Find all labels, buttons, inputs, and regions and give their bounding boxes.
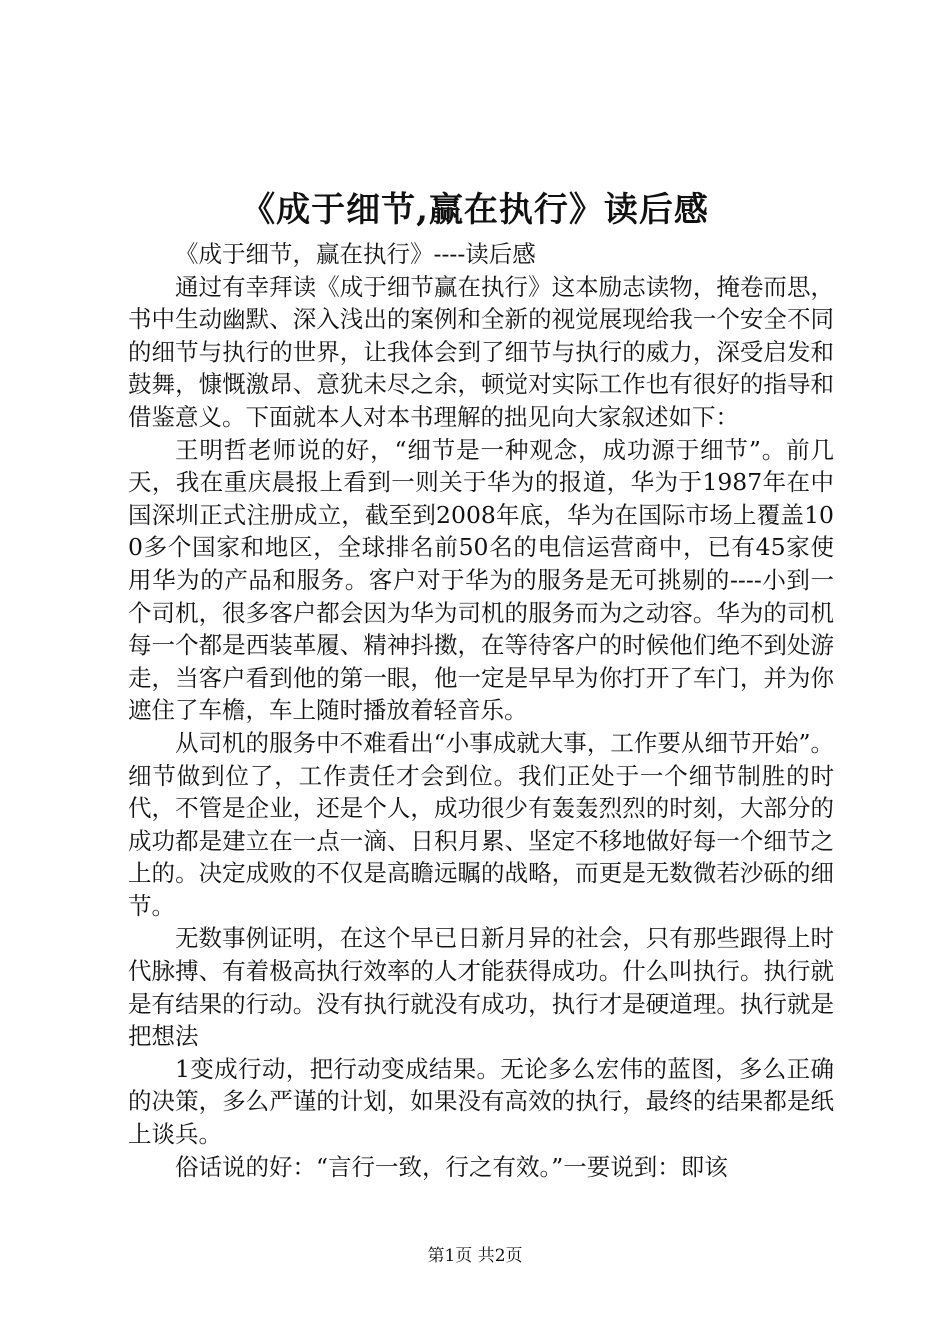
document-title: 《成于细节,赢在执行》读后感 bbox=[241, 190, 709, 230]
paragraph-intro: 通过有幸拜读《成于细节赢在执行》这本励志读物，掩卷而思，书中生动幽默、深入浅出的案例和全新的视觉展现给我一个安全不同的细节与执行的世界，让我体会到了细节与执行的威力，深受启发和鼓舞，慷慨激昂、意犹未尽之余，顿觉对实际工作也有很好的指导和借鉴意义。下面就本人对本书理解的拙见向大家叙述如下： bbox=[128, 272, 834, 431]
paragraph-results: 1变成行动，把行动变成结果。无论多么宏伟的蓝图，多么正确的决策，多么严谨的计划，如果没有高效的执行，最终的结果都是纸上谈兵。 bbox=[128, 1054, 834, 1149]
page-footer: 第1页 共2页 bbox=[427, 1246, 523, 1266]
paragraph-saying: 俗话说的好：“言行一致，行之有效。”一要说到：即该 bbox=[175, 1152, 728, 1181]
paragraph-details: 从司机的服务中不难看出“小事成就大事，工作要从细节开始”。细节做到位了，工作责任才会到位。我们正处于一个细节制胜的时代，不管是企业，还是个人，成功很少有轰轰烈烈的时刻，大部分的成功都是建立在一点一滴、日积月累、坚定不移地做好每一个细节之上的。决定成败的不仅是高瞻远瞩的战略，而更是无数微若沙砾的细节。 bbox=[128, 728, 834, 920]
document-body bbox=[128, 238, 834, 1183]
paragraph-huawei: 王明哲老师说的好，“细节是一种观念，成功源于细节”。前几天，我在重庆晨报上看到一则关于华为的报道，华为于1987年在中国深圳正式注册成立，截至到2008年底，华为在国际市场上覆盖100多个国家和地区，全球排名前50名的电信运营商中，已有45家使用华为的产品和服务。客户对于华为的服务是无可挑剔的----小到一个司机，很多客户都会因为华为司机的服务而为之动容。华为的司机每一个都是西装革履、精神抖擞，在等待客户的时候他们绝不到处游走，当客户看到他的第一眼，他一定是早早为你打开了车门，并为你遮住了车檐，车上随时播放着轻音乐。 bbox=[128, 435, 834, 725]
paragraph-subtitle: 《成于细节，赢在执行》----读后感 bbox=[175, 240, 536, 268]
paragraph-execution: 无数事例证明，在这个早已日新月异的社会，只有那些跟得上时代脉搏、有着极高执行效率的人才能获得成功。什么叫执行。执行就是有结果的行动。没有执行就没有成功，执行才是硬道理。执行就是把想法 bbox=[128, 924, 834, 1051]
